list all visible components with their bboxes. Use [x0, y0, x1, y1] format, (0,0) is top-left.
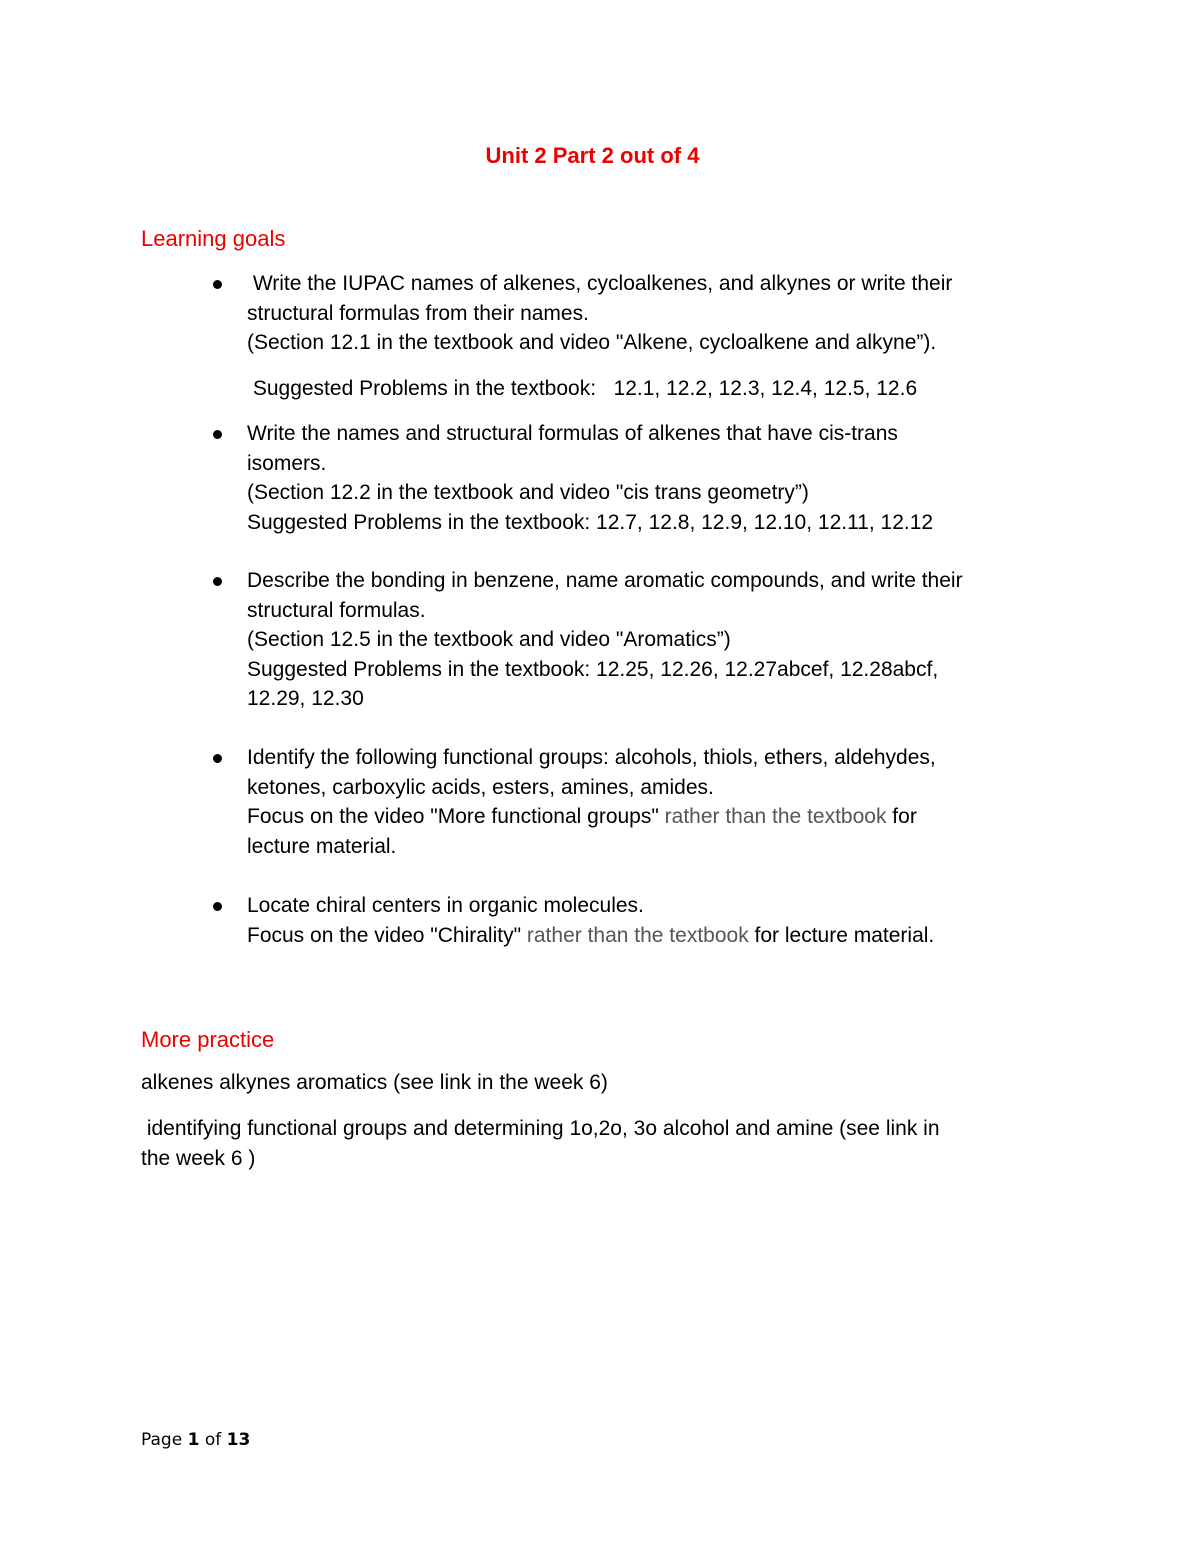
goal-text: Locate chiral centers in organic molecules.: [247, 894, 644, 917]
learning-goal-4: [247, 743, 1067, 861]
goal-section-ref: (Section 12.2 in the textbook and video "cis trans geometry”): [247, 481, 809, 504]
goal-text: isomers.: [247, 451, 327, 475]
page-word: Page: [141, 1430, 183, 1450]
practice-item-2: [141, 1114, 1061, 1173]
learning-goal-1: [247, 269, 1067, 403]
goal-section-ref: (Section 12.5 in the textbook and video "Aromatics”): [247, 628, 731, 651]
focus-prefix: Focus on the video "Chirality": [247, 923, 522, 947]
goal-focus-note: [247, 802, 1067, 832]
bullet-icon: [213, 754, 222, 763]
goal-focus-note-cont: lecture material.: [247, 834, 397, 858]
bullet-icon: [213, 902, 222, 911]
goal-focus-note: [247, 921, 1067, 951]
goal-suggested-problems: Suggested Problems in the textbook: 12.25, 12.26, 12.27abcef, 12.28abcf,: [247, 657, 939, 681]
bullet-icon: [213, 280, 222, 289]
learning-goals-heading: Learning goals: [141, 226, 286, 251]
bullet-icon: [213, 577, 222, 586]
focus-suffix: for lecture material.: [748, 923, 935, 947]
goal-suggested-problems: Suggested Problems in the textbook: 12.1, 12.2, 12.3, 12.4, 12.5, 12.6: [247, 376, 918, 400]
page-footer: [141, 1430, 250, 1450]
practice-text: the week 6 ): [141, 1146, 256, 1170]
bullet-icon: [213, 430, 222, 439]
page-number: 1: [187, 1430, 200, 1450]
focus-suffix: for: [886, 805, 917, 828]
goal-suggested-problems: Suggested Problems in the textbook: 12.7, 12.8, 12.9, 12.10, 12.11, 12.12: [247, 510, 934, 534]
practice-text: identifying functional groups and determining 1o,2o, 3o alcohol and amine (see link in: [141, 1117, 940, 1140]
learning-goal-2: [247, 419, 1067, 537]
goal-suggested-problems: 12.29, 12.30: [247, 687, 364, 710]
focus-muted: rather than the textbook: [521, 923, 749, 947]
more-practice-heading: More practice: [141, 1027, 275, 1052]
goal-text: structural formulas.: [247, 598, 426, 622]
practice-item-1: alkenes alkynes aromatics (see link in the week 6): [141, 1071, 608, 1094]
learning-goal-5: [247, 891, 1067, 950]
goal-text: Identify the following functional groups: alcohols, thiols, ethers, aldehydes,: [247, 746, 936, 769]
focus-muted: rather than the textbook: [658, 805, 887, 828]
goal-text: structural formulas from their names.: [247, 301, 589, 325]
goal-text: Write the IUPAC names of alkenes, cycloalkenes, and alkynes or write their: [247, 272, 953, 295]
goal-text: Describe the bonding in benzene, name aromatic compounds, and write their: [247, 569, 963, 592]
goal-text: Write the names and structural formulas of alkenes that have cis-trans: [247, 422, 898, 445]
focus-prefix: Focus on the video "More functional groups": [247, 805, 659, 828]
of-word: of: [204, 1430, 222, 1450]
document-title: Unit 2 Part 2 out of 4: [485, 143, 700, 168]
learning-goal-3: [247, 566, 1067, 714]
page-total: 13: [226, 1430, 251, 1450]
goal-section-ref: (Section 12.1 in the textbook and video "Alkene, cycloalkene and alkyne”).: [247, 331, 937, 354]
goal-text: ketones, carboxylic acids, esters, amines, amides.: [247, 775, 714, 799]
